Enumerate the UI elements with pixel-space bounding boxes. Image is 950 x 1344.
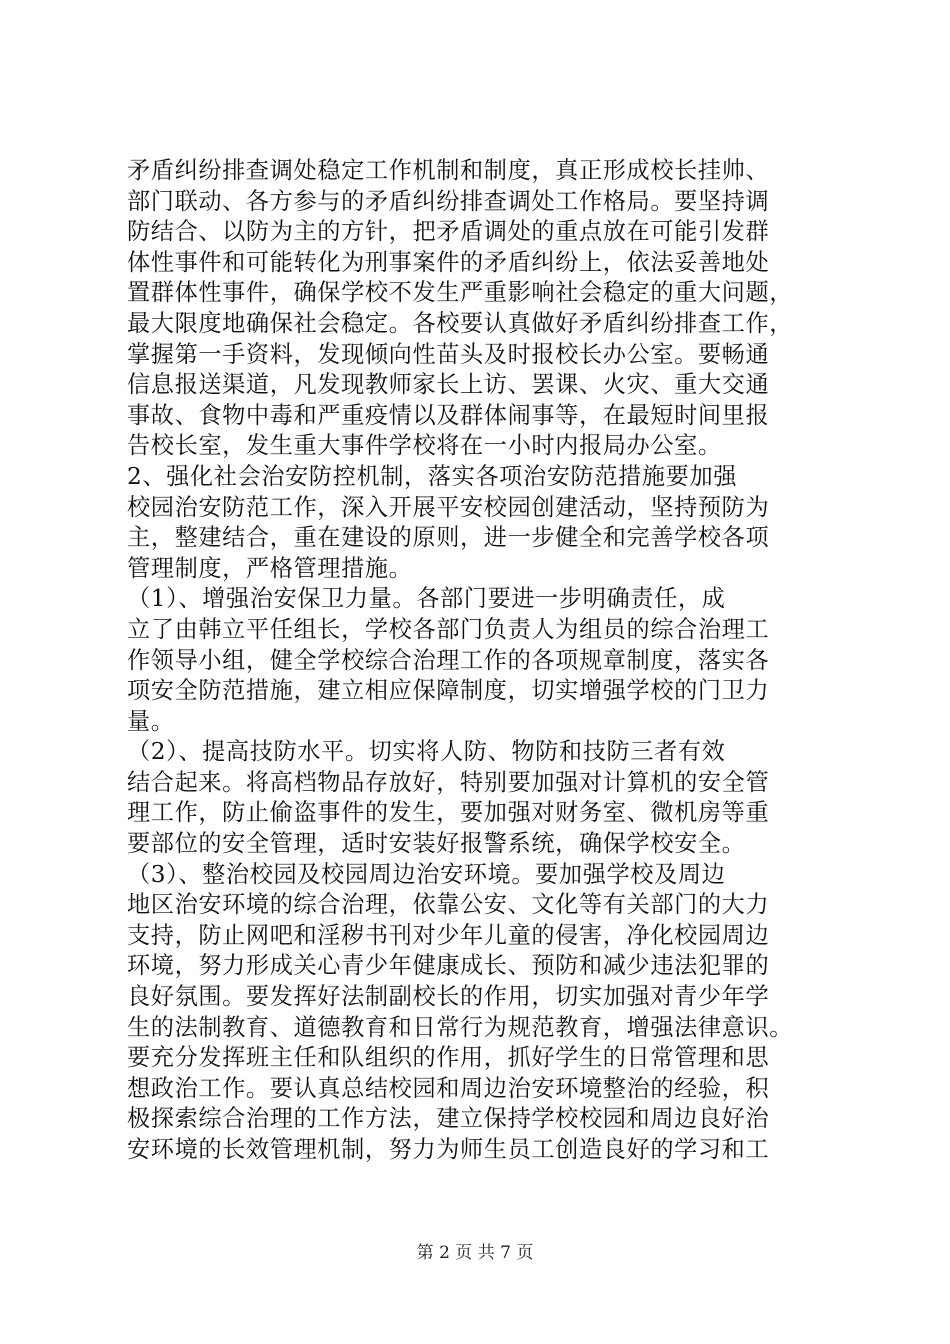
text-line: 立了由韩立平任组长，学校各部门负责人为组员的综合治理工 — [127, 615, 770, 643]
text-line: 告校长室，发生重大事件学校将在一小时内报局办公室。 — [127, 432, 722, 460]
text-line: 主，整建结合，重在建设的原则，进一步健全和完善学校各项 — [127, 524, 770, 552]
text-line: 极探索综合治理的工作方法，建立保持学校校园和周边良好治 — [127, 1105, 770, 1133]
text-line: 防结合、以防为主的方针，把矛盾调处的重点放在可能引发群 — [127, 218, 770, 246]
text-line: 量。 — [127, 707, 175, 735]
text-line: 安环境的长效管理机制，努力为师生员工创造良好的学习和工 — [127, 1136, 770, 1163]
text-line: 良好氛围。要发挥好法制副校长的作用，切实加强对青少年学 — [127, 983, 770, 1011]
text-line: 最大限度地确保社会稳定。各校要认真做好矛盾纠纷排查工作， — [127, 309, 794, 337]
text-line: 置群体性事件，确保学校不发生严重影响社会稳定的重大问题， — [127, 279, 794, 307]
page-footer: 第 2 页 共 7 页 — [416, 1243, 534, 1263]
text-line: 管理制度，严格管理措施。 — [127, 554, 413, 582]
text-line: （1）、增强治安保卫力量。各部门要进一步明确责任，成 — [127, 585, 726, 613]
text-line: 部门联动、各方参与的矛盾纠纷排查调处工作格局。要坚持调 — [127, 187, 770, 215]
text-line: 信息报送渠道，凡发现教师家长上访、罢课、火灾、重大交通 — [127, 371, 770, 399]
text-line: 想政治工作。要认真总结校园和周边治安环境整治的经验，积 — [127, 1074, 770, 1102]
text-line: 事故、食物中毒和严重疫情以及群体闹事等，在最短时间里报 — [127, 401, 770, 429]
text-line: 生的法制教育、道德教育和日常行为规范教育，增强法律意识。 — [127, 1013, 794, 1041]
text-line: 体性事件和可能转化为刑事案件的矛盾纠纷上，依法妥善地处 — [127, 248, 770, 276]
body-text — [127, 156, 842, 1166]
text-line: 要充分发挥班主任和队组织的作用，抓好学生的日常管理和思 — [127, 1044, 770, 1072]
text-line: 地区治安环境的综合治理，依靠公安、文化等有关部门的大力 — [127, 891, 770, 919]
text-line: 要部位的安全管理，适时安装好报警系统，确保学校安全。 — [127, 830, 746, 858]
text-line: 2、强化社会治安防控机制，落实各项治安防范措施要加强 — [127, 462, 738, 490]
text-line: 项安全防范措施，建立相应保障制度，切实增强学校的门卫力 — [127, 677, 770, 705]
text-line: 作领导小组，健全学校综合治理工作的各项规章制度，落实各 — [127, 646, 770, 674]
text-line: 掌握第一手资料，发现倾向性苗头及时报校长办公室。要畅通 — [127, 340, 770, 368]
text-line: 校园治安防范工作，深入开展平安校园创建活动，坚持预防为 — [127, 493, 770, 521]
text-line: 矛盾纠纷排查调处稳定工作机制和制度，真正形成校长挂帅、 — [127, 157, 770, 184]
text-line: 环境，努力形成关心青少年健康成长、预防和减少违法犯罪的 — [127, 952, 770, 980]
text-line: （3）、整治校园及校园周边治安环境。要加强学校及周边 — [127, 860, 726, 888]
text-line: 结合起来。将高档物品存放好，特别要加强对计算机的安全管 — [127, 768, 770, 796]
text-line: 支持，防止网吧和淫秽书刊对少年儿童的侵害，净化校园周边 — [127, 921, 770, 949]
text-line: （2）、提高技防水平。切实将人防、物防和技防三者有效 — [127, 738, 726, 766]
text-line: 理工作，防止偷盗事件的发生，要加强对财务室、微机房等重 — [127, 799, 770, 827]
